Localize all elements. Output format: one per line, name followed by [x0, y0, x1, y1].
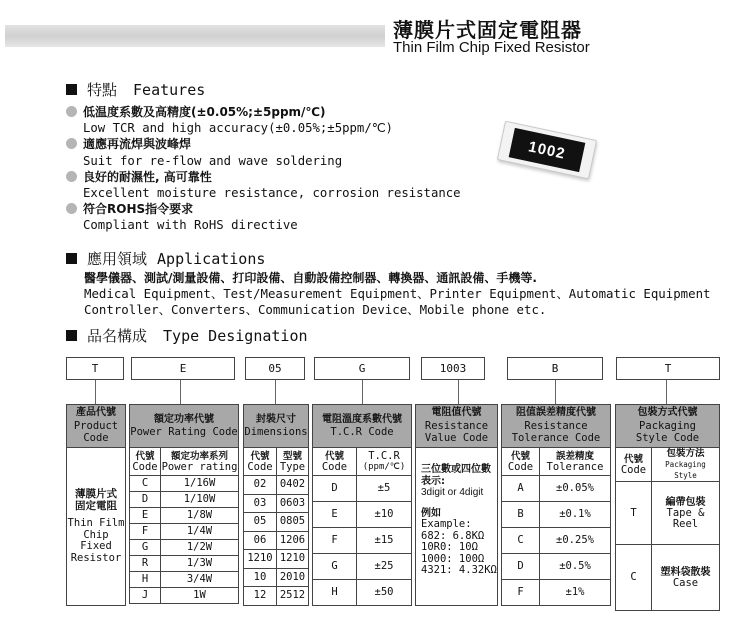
header-tolerance [501, 404, 611, 448]
cell: 02 [244, 476, 277, 495]
cell: ±1% [540, 580, 611, 606]
col-header-cn: 代號 [250, 450, 270, 462]
cell-en: Tape & Reel [666, 506, 705, 530]
cell: 3/4W [161, 572, 239, 588]
table-row [616, 482, 720, 545]
connector-line [95, 380, 96, 404]
example-label-cn: 例如 [421, 507, 441, 519]
cell: D [313, 476, 357, 502]
table-row [130, 572, 239, 588]
cell: 10 [244, 568, 277, 587]
code-box-tolerance: B [507, 357, 603, 380]
header-en: Code [83, 432, 109, 445]
connector-line [458, 380, 459, 404]
feature-cn: 符合ROHS指令要求 [83, 202, 194, 217]
bullet-square-icon [66, 330, 77, 341]
cell: 2010 [277, 568, 309, 587]
header-dimensions [243, 404, 309, 448]
tolerance-table [501, 447, 611, 606]
header-tcr [312, 404, 412, 448]
cell: 0402 [277, 476, 309, 495]
code-box-product: T [66, 357, 124, 380]
header-en: Packaging [639, 419, 696, 432]
resistance-value-panel [415, 447, 498, 606]
table-header-row [130, 448, 239, 476]
cell: B [502, 502, 540, 528]
cell: ±10 [357, 502, 412, 528]
table-header-row [502, 448, 611, 476]
chip-resistor-image [497, 121, 597, 180]
col-header-en: Power rating [161, 460, 238, 473]
designation-heading-en: Type Designation [163, 326, 308, 345]
table-row [244, 494, 309, 513]
table-row [244, 513, 309, 532]
bullet-circle-icon [66, 106, 77, 117]
example-label-en: Example: [421, 518, 472, 530]
cell: ±0.25% [540, 528, 611, 554]
cell: G [313, 554, 357, 580]
bullet-square-icon [66, 253, 77, 264]
table-row [313, 502, 412, 528]
dimensions-table [243, 447, 309, 606]
bullet-circle-icon [66, 171, 77, 182]
feature-item [66, 136, 461, 152]
cell: F [130, 524, 161, 540]
cell: 2512 [277, 587, 309, 606]
col-header-en: Tolerance [546, 460, 604, 473]
example-item: 10R0: 10Ω [421, 541, 478, 553]
col-header-en: Code [132, 460, 158, 473]
col-header-cn: 代號 [623, 453, 643, 465]
cell: H [313, 580, 357, 606]
table-header-row [616, 448, 720, 482]
example-item: 1000: 100Ω [421, 552, 485, 565]
table-row [130, 556, 239, 572]
col-header-en: T.C.R [368, 449, 400, 462]
feature-cn: 適應再流焊與波峰焊 [83, 137, 192, 152]
header-cn: 包裝方式代號 [637, 407, 698, 419]
table-row [313, 476, 412, 502]
cell: 03 [244, 494, 277, 513]
cell: E [130, 508, 161, 524]
product-cn: 薄膜片式 [75, 488, 117, 500]
applications-heading-en: Applications [157, 249, 266, 268]
cell: ±0.1% [540, 502, 611, 528]
connector-line [555, 380, 556, 404]
header-cn: 封裝尺寸 [256, 413, 296, 425]
feature-en: Low TCR and high accuracy(±0.05%;±5ppm/℃) [83, 121, 393, 136]
applications-en-1: Medical Equipment、Test/Measurement Equipment、Printer Equipment、Automatic Equipment [84, 286, 711, 301]
cell: 1/4W [161, 524, 239, 540]
example-item: 682: 6.8KΩ [421, 529, 485, 542]
header-cn: 產品代號 [76, 407, 116, 419]
cell: C [130, 476, 161, 492]
code-box-tcr: G [314, 357, 410, 380]
header-packaging [615, 404, 720, 448]
applications-text [84, 270, 711, 318]
feature-item [66, 169, 461, 185]
col-header-cn: 代號 [324, 450, 344, 462]
feature-cn: 低温度系數及高精度(±0.05%;±5ppm/℃) [83, 105, 326, 119]
table-row [502, 476, 611, 502]
cell: C [502, 528, 540, 554]
table-row [313, 554, 412, 580]
applications-heading-cn: 應用領域 [87, 250, 148, 268]
cell: F [502, 580, 540, 606]
cell: 06 [244, 531, 277, 550]
table-row [244, 531, 309, 550]
header-cn: 電阻溫度系數代號 [322, 413, 402, 425]
table-header-row [244, 448, 309, 476]
product-panel [66, 447, 126, 606]
table-row [502, 528, 611, 554]
cell: 1/3W [161, 556, 239, 572]
table-row [130, 492, 239, 508]
table-row [616, 545, 720, 611]
product-cn: 固定電阻 [75, 499, 117, 512]
header-en: Resistance [424, 419, 489, 432]
connector-line [362, 380, 363, 404]
designation-heading-cn: 品名構成 [87, 327, 148, 345]
cell-cn: 編帶包裝 [665, 496, 706, 508]
cell: 1210 [244, 550, 277, 569]
header-product-code [66, 404, 126, 448]
col-header-en: Packaging Style [665, 460, 706, 480]
packaging-table [615, 447, 720, 611]
bullet-circle-icon [66, 203, 77, 214]
connector-line [180, 380, 181, 404]
col-header-cn: 包裝方法 [666, 448, 705, 459]
header-en: T.C.R Code [330, 426, 394, 438]
table-row [130, 508, 239, 524]
connector-line [275, 380, 276, 404]
applications-heading [66, 248, 265, 269]
applications-cn: 醫學儀器、測試/測量設備、打印設備、自動設備控制器、轉換器、通訊設備、手機等. [84, 271, 537, 285]
chip-marking: 1002 [509, 128, 586, 172]
cell: 1/2W [161, 540, 239, 556]
header-resistance-value [415, 404, 498, 448]
cell: G [130, 540, 161, 556]
bullet-square-icon [66, 84, 77, 95]
col-header-cn: 型號 [282, 450, 302, 462]
features-heading-cn: 特點 [87, 81, 118, 99]
cell: 0805 [277, 513, 309, 532]
feature-en: Suit for re-flow and wave soldering [83, 153, 343, 168]
product-en: Chip Fixed [80, 528, 112, 552]
cell: 1/8W [161, 508, 239, 524]
table-row [244, 568, 309, 587]
header-en: Resistance [524, 419, 588, 432]
cell: ±15 [357, 528, 412, 554]
header-en: Product [73, 419, 119, 432]
features-list [66, 104, 461, 234]
features-heading-en: Features [133, 80, 206, 99]
cell: 1W [161, 588, 239, 604]
cell: 0603 [277, 494, 309, 513]
cell: C [616, 545, 652, 611]
col-header-unit: (ppm/℃) [362, 461, 406, 472]
header-en: Power Rating Code [130, 426, 238, 438]
col-header-cn: 代號 [510, 450, 530, 462]
table-row [313, 528, 412, 554]
header-banner [5, 25, 385, 47]
cell: ±25 [357, 554, 412, 580]
feature-en: Excellent moisture resistance, corrosion resistance [83, 186, 461, 201]
cell: J [130, 588, 161, 604]
col-header-en: Code [620, 463, 647, 476]
page-title-en: Thin Film Chip Fixed Resistor [393, 39, 590, 56]
feature-en: Compliant with RoHS directive [83, 218, 298, 233]
cell-en: Case [672, 576, 699, 589]
resistance-note-en: 3digit or 4digit [421, 487, 484, 498]
cell: 1210 [277, 550, 309, 569]
col-header-cn: 額定功率系列 [170, 450, 228, 462]
code-box-resistance: 1003 [421, 357, 485, 380]
cell: D [130, 492, 161, 508]
designation-heading [66, 325, 308, 346]
cell-cn: 塑料袋散裝 [660, 566, 711, 578]
table-row [244, 550, 309, 569]
table-row [130, 588, 239, 604]
cell: ±0.5% [540, 554, 611, 580]
header-cn: 電阻值代號 [431, 407, 482, 419]
cell: E [313, 502, 357, 528]
col-header-en: Code [321, 460, 348, 473]
cell: A [502, 476, 540, 502]
header-cn: 阻值誤差精度代號 [516, 407, 596, 419]
table-row [313, 580, 412, 606]
cell: ±0.05% [540, 476, 611, 502]
header-power-rating [129, 404, 239, 448]
feature-item [66, 104, 461, 120]
resistance-note-cn: 表示: [421, 475, 445, 487]
cell: D [502, 554, 540, 580]
resistance-note-cn: 三位數或四位數 [421, 464, 491, 475]
table-row [130, 524, 239, 540]
cell: 1/10W [161, 492, 239, 508]
product-en: Thin Film [67, 517, 125, 529]
header-en: Value Code [424, 432, 489, 445]
cell: ±5 [357, 476, 412, 502]
col-header-cn: 誤差精度 [555, 450, 594, 462]
page-title-cn: 薄膜片式固定電阻器 [393, 18, 582, 42]
table-row [244, 587, 309, 606]
table-row [502, 502, 611, 528]
cell: T [616, 482, 652, 545]
features-heading [66, 79, 205, 100]
cell: 1206 [277, 531, 309, 550]
table-row [130, 540, 239, 556]
col-header-en: Type [279, 460, 306, 473]
header-en: Dimensions [244, 426, 308, 438]
table-row [502, 580, 611, 606]
product-en: Resistor [70, 551, 122, 564]
cell: ±50 [357, 580, 412, 606]
header-cn: 額定功率代號 [154, 413, 214, 425]
code-box-packaging: T [616, 357, 720, 380]
example-item: 4321: 4.32KΩ [421, 564, 497, 576]
table-row [244, 476, 309, 495]
col-header-en: Code [507, 460, 534, 473]
tcr-table [312, 447, 412, 606]
col-header-en: Code [247, 460, 273, 473]
connector-line [666, 380, 667, 404]
cell: 12 [244, 587, 277, 606]
feature-cn: 良好的耐濕性, 高可靠性 [83, 169, 212, 184]
bullet-circle-icon [66, 138, 77, 149]
table-row [502, 554, 611, 580]
table-row [130, 476, 239, 492]
cell: R [130, 556, 161, 572]
table-header-row [313, 448, 412, 476]
cell: 1/16W [161, 476, 239, 492]
col-header-cn: 代號 [135, 450, 155, 462]
cell: F [313, 528, 357, 554]
header-en: Style Code [635, 432, 700, 445]
power-rating-table [129, 447, 239, 604]
cell: 05 [244, 513, 277, 532]
header-en: Tolerance Code [511, 432, 601, 445]
cell: H [130, 572, 161, 588]
code-box-power: E [131, 357, 235, 380]
feature-item [66, 201, 461, 217]
applications-en-2: Controller、Converters、Communication Device、Mobile phone etc. [84, 302, 547, 317]
code-box-dimensions: 05 [245, 357, 305, 380]
